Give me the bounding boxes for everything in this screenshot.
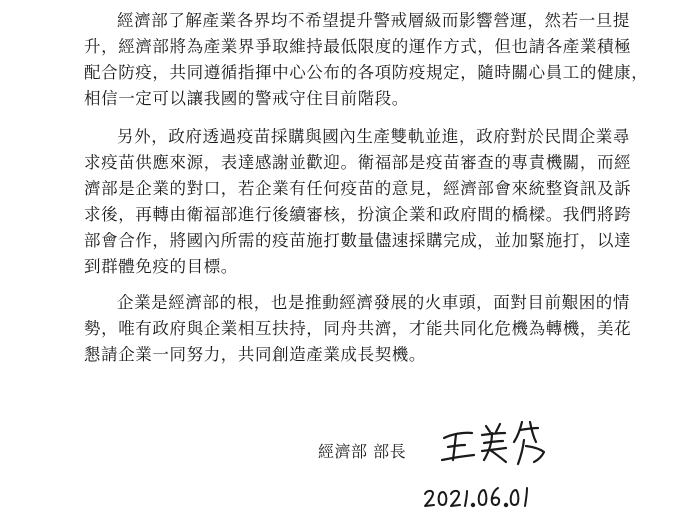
paragraph-line: 求後，再轉由衛福部進行後續審核，扮演企業和政府間的橋樑。我們將跨 — [84, 205, 632, 224]
paragraph-line: 配合防疫，共同遵循指揮中心公布的各項防疫規定，隨時關心員工的健康， — [84, 63, 649, 82]
signer-title: 經濟部 部長 — [318, 442, 407, 461]
paragraph-line: 相信一定可以讓我國的警戒守住目前階段。 — [84, 89, 409, 108]
paragraph-line: 企業是經濟部的根，也是推動經濟發展的火車頭，面對目前艱困的情 — [117, 293, 630, 312]
paragraph-line: 勢，唯有政府與企業相互扶持，同舟共濟，才能共同化危機為轉機，美花 — [84, 319, 632, 338]
paragraph-line: 升，經濟部將為產業界爭取維持最低限度的運作方式，但也請各產業積極 — [84, 37, 632, 56]
paragraph-line: 部會合作，將國內所需的疫苗施打數量儘速採購完成，並加緊施打，以達 — [84, 231, 632, 250]
paragraph-line: 求疫苗供應來源，表達感謝並歡迎。衛福部是疫苗審查的專責機關，而經 — [84, 153, 632, 172]
paragraph-line: 到群體免疫的目標。 — [84, 257, 238, 276]
paragraph-2 — [84, 124, 632, 280]
handwritten-date — [420, 478, 550, 512]
paragraph-1 — [84, 8, 649, 112]
paragraph-line: 另外，政府透過疫苗採購與國內生產雙軌並進，政府對於民間企業尋 — [117, 127, 630, 146]
paragraph-line: 濟部是企業的對口，若企業有任何疫苗的意見，經濟部會來統整資訊及訴 — [84, 179, 632, 198]
paragraph-line: 經濟部了解產業各界均不希望提升警戒層級而影響營運，然若一旦提 — [117, 11, 630, 30]
handwritten-signature — [438, 416, 558, 472]
paragraph-3 — [84, 290, 632, 368]
paragraph-line: 懇請企業一同努力，共同創造產業成長契機。 — [84, 345, 426, 364]
